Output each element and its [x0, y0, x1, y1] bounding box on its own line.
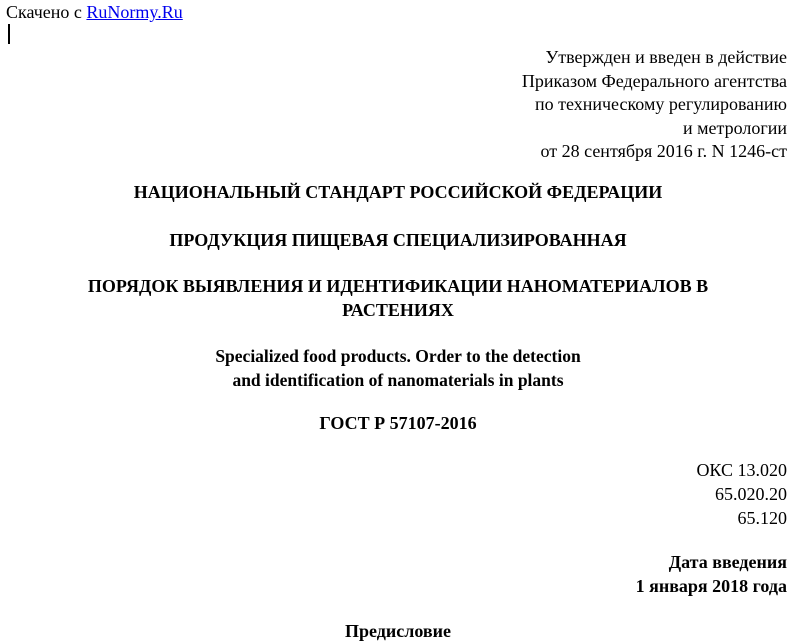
english-title-line: Specialized food products. Order to the detection	[215, 346, 581, 366]
approval-line: Утвержден и введен в действие	[545, 47, 787, 67]
standard-title: НАЦИОНАЛЬНЫЙ СТАНДАРТ РОССИЙСКОЙ ФЕДЕРАЦИИ	[133, 182, 663, 202]
product-title: ПРОДУКЦИЯ ПИЩЕВАЯ СПЕЦИАЛИЗИРОВАННАЯ	[169, 230, 627, 250]
runormy-link[interactable]: RuNormy.Ru	[86, 2, 183, 22]
source-prefix: Скачено с	[6, 2, 82, 22]
approval-line: по техническому регулированию	[534, 94, 787, 114]
approval-line: Приказом Федерального агентства	[521, 70, 787, 91]
approval-line: от 28 сентября 2016 г. N 1246-ст	[540, 141, 787, 161]
source-line	[6, 2, 183, 22]
method-title-line: ПОРЯДОК ВЫЯВЛЕНИЯ И ИДЕНТИФИКАЦИИ НАНОМАТЕРИАЛОВ В	[87, 276, 709, 296]
english-title-line: and identification of nanomaterials in plants	[232, 370, 564, 390]
introduction-date-block	[636, 550, 787, 598]
method-title-line: РАСТЕНИЯХ	[342, 300, 454, 320]
oks-block	[696, 458, 787, 530]
oks-line: ОКС 13.020	[696, 460, 787, 480]
english-title	[0, 344, 790, 392]
gost-number: ГОСТ Р 57107-2016	[319, 413, 477, 433]
approval-line: и метрологии	[683, 117, 787, 138]
introduction-date-label: Дата введения	[668, 552, 787, 572]
preface-heading: Предисловие	[345, 621, 451, 641]
oks-line: 65.120	[737, 508, 787, 528]
method-title	[0, 274, 790, 322]
approval-block	[522, 46, 787, 164]
oks-line: 65.020.20	[715, 484, 787, 504]
text-cursor	[8, 24, 10, 44]
introduction-date-value: 1 января 2018 года	[635, 576, 787, 596]
